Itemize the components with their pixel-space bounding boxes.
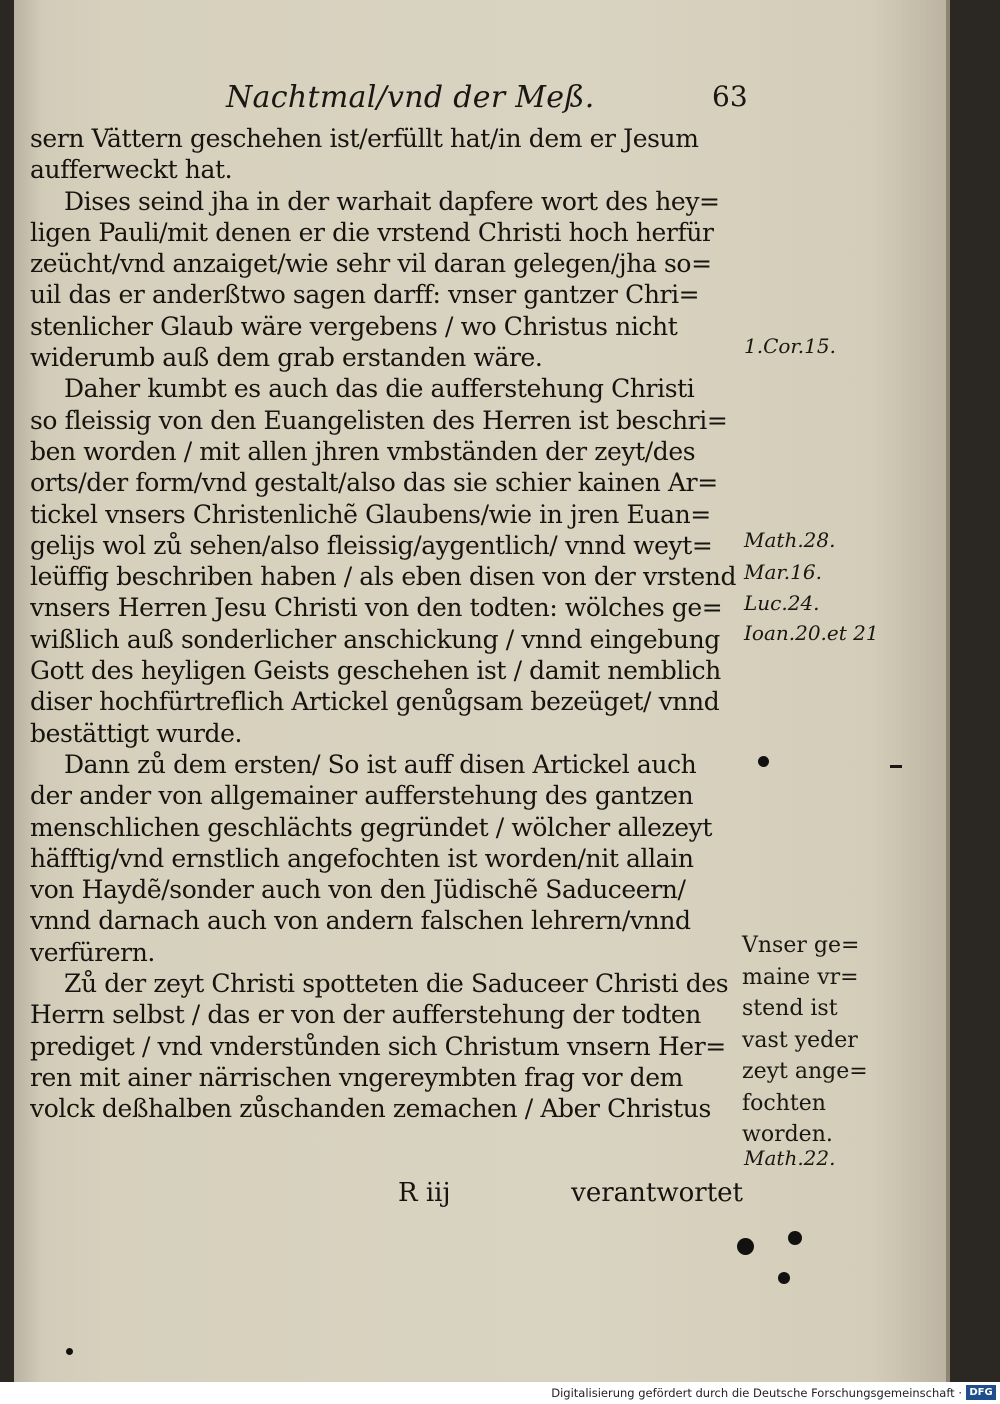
margin-note-mar16: Mar.16. [744,560,822,584]
text-line: Dann zů dem ersten/ So ist auff disen Artickel auch [64,749,697,779]
text-line: Dises seind jha in der warhait dapfere wort des hey= [64,186,720,216]
text-line: orts/der form/vnd gestalt/also das sie schier kainen Ar= [30,468,718,498]
text-line: so fleissig von den Euangelisten des Herren ist beschri= [30,405,728,435]
text-line: leüffig beschriben haben / als eben disen von der vrstend [30,562,737,592]
signature-line [398,1178,743,1208]
text-line: bestättigt wurde. [30,718,243,748]
text-line: Herrn selbst / das er von der aufferstehung der todten [30,1000,701,1030]
text-line: stenlicher Glaub wäre vergebens / wo Christus nicht [30,311,678,341]
ink-spot [66,1348,73,1355]
ink-spot [778,1272,790,1284]
margin-line: zeyt ange= [742,1059,868,1084]
ink-mark [890,765,902,768]
text-line: häfftig/vnd ernstlich angefochten ist worden/nit allain [30,843,694,873]
ink-spot [788,1231,802,1245]
text-line: verfürern. [30,937,155,967]
text-line: volck deßhalben zůschanden zemachen / Aber Christus [30,1094,711,1124]
footer [0,1382,1000,1404]
margin-note-math22: Math.22. [744,1146,836,1170]
margin-line: stend ist [742,996,838,1021]
ink-spot [737,1238,754,1255]
margin-line: maine vr= [742,964,859,990]
text-line: von Haydẽ/sonder auch von den Jüdischẽ Saduceern/ [30,875,686,905]
margin-line: vast yeder [742,1027,858,1053]
page-edge [946,0,950,1382]
dfg-logo: DFG [966,1385,996,1400]
text-line: Gott des heyligen Geists geschehen ist / damit nemblich [30,656,721,686]
text-line: ren mit ainer närrischen vngereymbten frag vor dem [30,1062,683,1092]
text-line: vnsers Herren Jesu Christi von den todten: wölches ge= [30,593,723,623]
footer-credit: Digitalisierung gefördert durch die Deutsche Forschungsgemeinschaft · [551,1386,962,1400]
text-line: zeücht/vnd anzaiget/wie sehr vil daran gelegen/jha so= [30,249,712,279]
text-line: gelijs wol zů sehen/also fleissig/aygentlich/ vnnd weyt= [30,530,713,560]
margin-line: worden. [742,1122,833,1147]
text-line: ligen Pauli/mit denen er die vrstend Christi hoch herfür [30,217,714,247]
text-line: tickel vnsers Christenlichẽ Glaubens/wie in jren Euan= [30,499,711,529]
text-line: menschlichen geschlächts gegründet / wölcher allezeyt [30,812,713,842]
text-line: Daher kumbt es auch das die aufferstehung Christi [64,374,695,404]
margin-note-cor: 1.Cor.15. [744,334,836,358]
text-line: widerumb auß dem grab erstanden wäre. [30,343,543,373]
text-line: diser hochfürtreflich Artickel genůgsam bezeüget/ vnnd [30,687,720,717]
margin-note-ioan: Ioan.20.et 21 [744,621,879,645]
text-line: aufferweckt hat. [30,155,233,185]
ink-spot [758,756,769,767]
margin-note-block [742,930,868,1151]
text-line: ben worden / mit allen jhren vmbständen der zeyt/des [30,436,696,466]
text-line: vnnd darnach auch von andern falschen lehrern/vnnd [30,906,691,936]
margin-note-luc24: Luc.24. [744,591,820,615]
text-line: der ander von allgemainer aufferstehung des gantzen [30,781,694,811]
running-head: Nachtmal/vnd der Meß. [226,80,595,115]
margin-line: Vnser ge= [742,933,860,958]
text-line: sern Vättern geschehen ist/erfüllt hat/in dem er Jesum [30,124,699,153]
margin-line: fochten [742,1090,826,1116]
text-line: Zů der zeyt Christi spotteten die Saduceer Christi des [64,969,729,999]
catchword: verantwortet [571,1178,743,1208]
signature-mark: R iij [398,1178,451,1208]
margin-note-math28: Math.28. [744,528,836,552]
page-number: 63 [712,80,748,113]
text-line: prediget / vnd vnderstůnden sich Christum vnsern Her= [30,1031,726,1061]
text-line: uil das er anderßtwo sagen darff: vnser gantzer Chri= [30,280,700,310]
body-text [30,123,740,1125]
text-line: wißlich auß sonderlicher anschickung / vnnd eingebung [30,624,720,654]
